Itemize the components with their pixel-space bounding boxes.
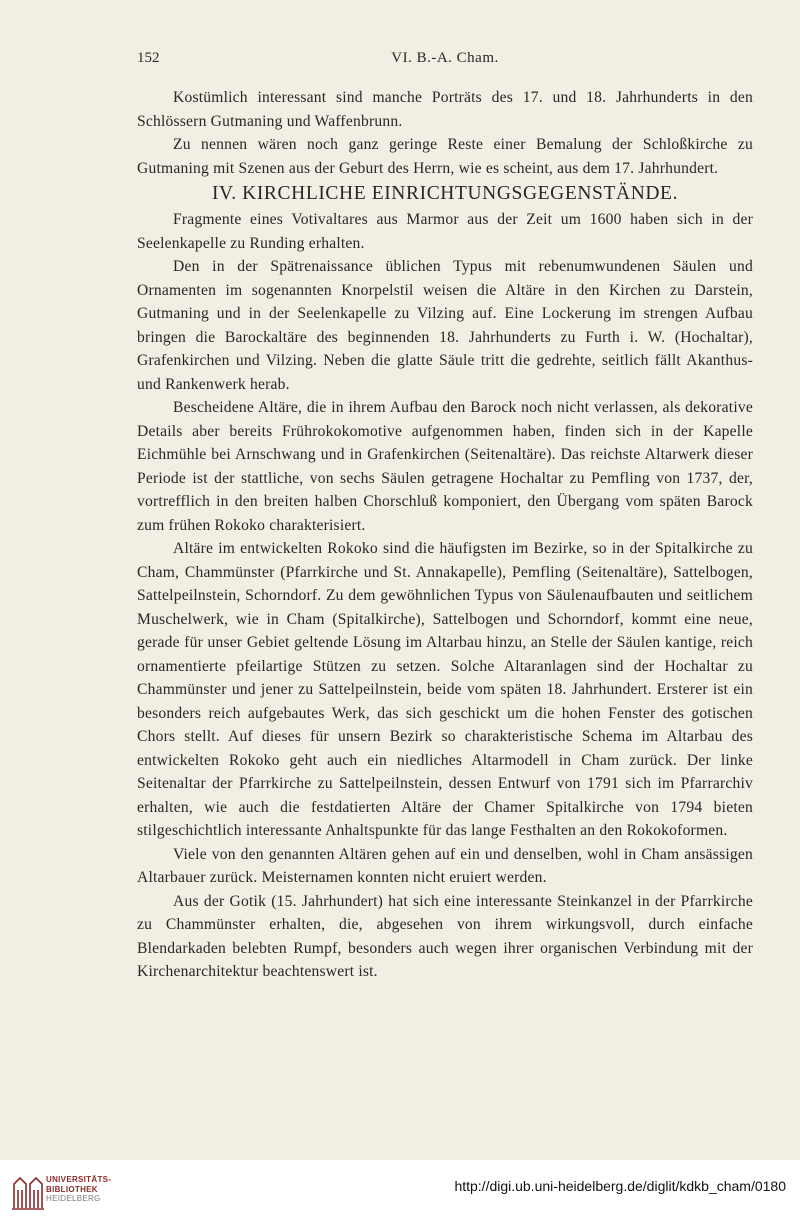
library-name-line: BIBLIOTHEK [46, 1184, 98, 1194]
library-name-line: UNIVERSITÄTS- [46, 1175, 112, 1184]
paragraph: Kostümlich interessant sind manche Porträts des 17. und 18. Jahrhunderts in den Schlössern Gutmaning und Waffenbrunn. [137, 89, 753, 130]
library-name [46, 1175, 111, 1204]
page-header [137, 50, 753, 72]
permalink-url[interactable]: http://digi.ub.uni-heidelberg.de/diglit/kdkb_cham/0180 [454, 1178, 786, 1194]
paragraph: Altäre im entwickelten Rokoko sind die häufigsten im Bezirke, so in der Spitalkirche zu Cham, Chammünster (Pfarrkirche und St. Annakapelle), Pemfling (Seitenaltäre), Sattelbogen, Sattelpeilnstein, Schorndorf. Zu dem gewöhnlichen Typus von Säulenaufbauten und seitlichem Muschelwerk, wie in Cham (Spitalkirche), Sattelbogen und Schorndorf, kommt eine neue, gerade für unser Gebiet geltende Lösung im Altarbau hinzu, an Stelle der Säulen kantige, reich ornamentierte pfeilartige Stützen zu setzen. Solche Altaranlagen sind der Hochaltar zu Chammünster und jener zu Sattelpeilnstein, beide vom späten 18. Jahrhundert. Ersterer ist ein besonders reich aufgebautes Werk, das sich geschickt um die hohen Fenster des gotischen Chors stellt. Auf dieses für unsern Bezirk so charakteristische Schema im Altarbau des entwickelten Rokoko geht auch ein niedliches Altarmodell in Cham zurück. Der linke Seitenaltar der Pfarrkirche zu Sattelpeilnstein, dessen Entwurf von 1791 sich im Pfarrarchiv erhalten, wie auch die festdatierten Altäre der Chamer Spitalkirche von 1794 bieten stilgeschichtlich interessante Anhaltspunkte für das lange Festhalten an den Rokokoformen. [137, 540, 753, 839]
paragraph: Den in der Spätrenaissance üblichen Typus mit rebenumwundenen Säulen und Ornamenten im sogenannten Knorpelstil weisen die Altäre in den Kirchen zu Darstein, Gutmaning und in der Seelenkapelle zu Vilzing auf. Eine Lockerung im strengen Aufbau bringen die Barockaltäre des beginnenden 18. Jahrhunderts zu Furth i. W. (Hochaltar), Grafenkirchen und Vilzing. Neben die glatte Säule tritt die gedrehte, seitlich fällt Akanthus- und Rankenwerk herab. [137, 258, 753, 393]
paragraph: Zu nennen wären noch ganz geringe Reste einer Bemalung der Schloßkirche zu Gutmaning mit Szenen aus der Geburt des Herrn, wie es scheint, aus dem 17. Jahrhundert. [137, 136, 753, 177]
library-name-line: HEIDELBERG [46, 1194, 101, 1203]
page-number: 152 [137, 50, 160, 66]
body-text [137, 86, 753, 984]
paragraph: Fragmente eines Votivaltares aus Marmor aus der Zeit um 1600 haben sich in der Seelenkapelle zu Runding erhalten. [137, 211, 753, 252]
section-heading: IV. KIRCHLICHE EINRICHTUNGSGEGENSTÄNDE. [211, 183, 679, 204]
paragraph: Aus der Gotik (15. Jahrhundert) hat sich eine interessante Steinkanzel in der Pfarrkirche zu Chammünster erhalten, die, abgesehen von ihrem wirkungsvoll, durch einfache Blendarkaden belebten Rumpf, besonders auch wegen ihrer organischen Verbindung mit der Kirchenarchitektur beachtenswert ist. [137, 892, 753, 980]
paragraph: Viele von den genannten Altären gehen auf ein und denselben, wohl in Cham ansässigen Altarbauer zurück. Meisternamen konnten nicht eruiert werden. [137, 845, 753, 886]
running-head: VI. B.-A. Cham. [391, 50, 499, 66]
paragraph: Bescheidene Altäre, die in ihrem Aufbau den Barock noch nicht verlassen, als dekorative Details aber bereits Frührokokomotive aufgenommen haben, finden sich in der Kapelle Eichmühle bei Arnschwang und in Grafenkirchen (Seitenaltäre). Das reichste Altarwerk dieser Periode ist der stattliche, von sechs Säulen getragene Hochaltar zu Pemfling von 1737, der, vortrefflich in den breiten halben Chorschluß komponiert, den Übergang vom späten Barock zum frühen Rokoko charakterisiert. [137, 399, 753, 534]
digitization-footer [0, 1160, 800, 1220]
heidelberg-university-library-logo-icon [10, 1172, 46, 1212]
